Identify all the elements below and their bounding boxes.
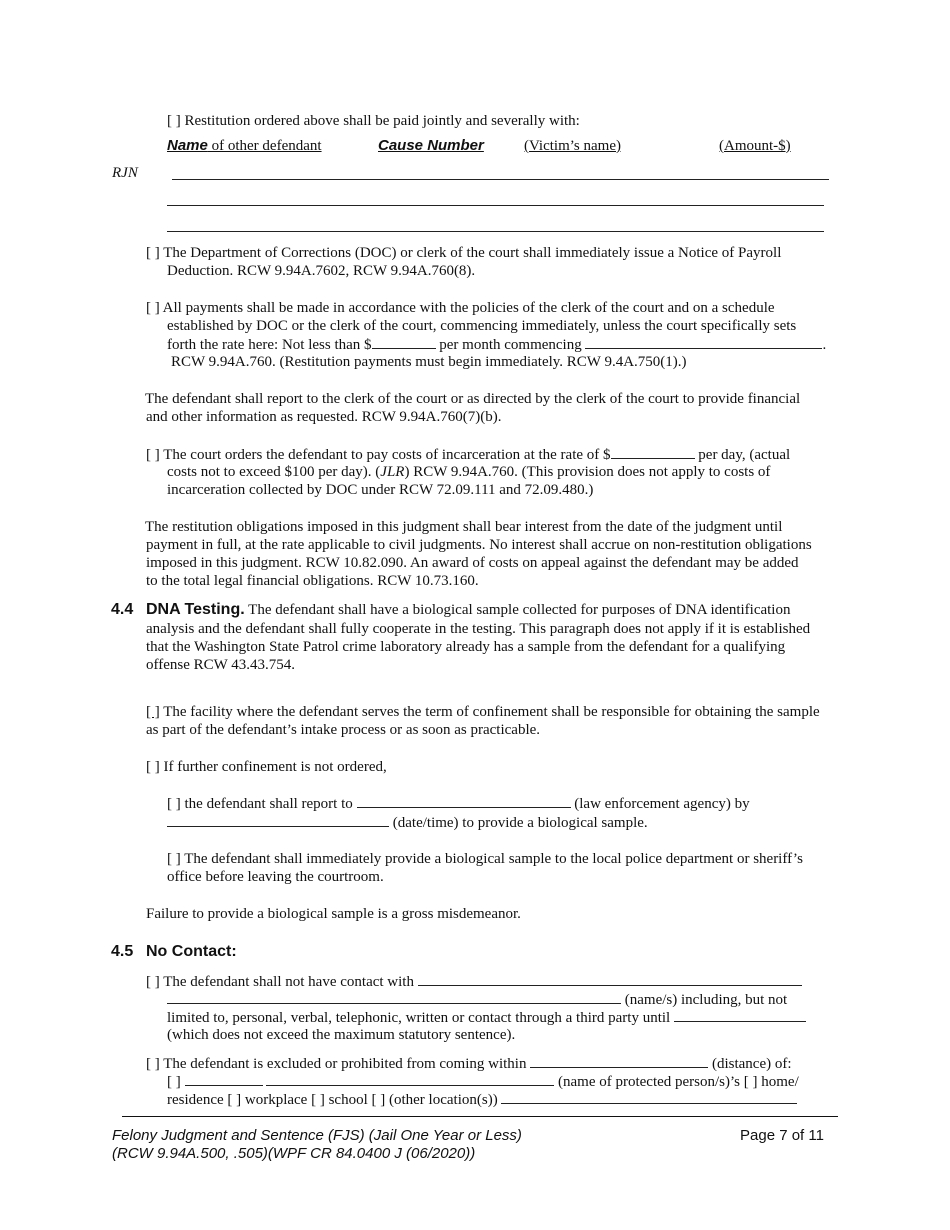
interest-line4: to the total legal financial obligations. RCW 10.73.160. bbox=[146, 573, 479, 589]
no-contact-line3 bbox=[167, 1008, 806, 1028]
footer-rule bbox=[122, 1116, 838, 1117]
col-amount-header: (Amount-$) bbox=[719, 138, 791, 154]
col-victim-header: (Victim’s name) bbox=[524, 138, 621, 154]
dna-line4: offense RCW 43.43.754. bbox=[146, 657, 296, 673]
restitution-joint-line: [ ] Restitution ordered above shall be paid jointly and severally with: bbox=[167, 113, 580, 129]
payments-line4: RCW 9.94A.760. (Restitution payments must begin immediately. RCW 9.4A.750(1).) bbox=[171, 354, 687, 370]
payments-line3b: per month commencing bbox=[435, 337, 586, 353]
incarceration-rate-blank[interactable] bbox=[611, 445, 695, 459]
rate-blank[interactable] bbox=[372, 335, 436, 349]
contact-name-blank-2[interactable] bbox=[167, 990, 621, 1004]
report-line2 bbox=[167, 813, 648, 833]
report-line2-text: (date/time) to provide a biological sample. bbox=[389, 815, 648, 831]
exclusion-line1a: [ ] The defendant is excluded or prohibited from coming within bbox=[146, 1056, 531, 1072]
no-contact-line1 bbox=[146, 972, 802, 992]
exclusion-line1b: (distance) of: bbox=[708, 1056, 792, 1072]
incarceration-line1 bbox=[146, 445, 790, 465]
incarceration-line2b: ) RCW 9.94A.760. (This provision does not apply to costs of bbox=[404, 464, 771, 480]
payroll-line2: Deduction. RCW 9.94A.7602, RCW 9.94A.760(8). bbox=[167, 263, 476, 279]
protected-person-blank[interactable] bbox=[266, 1072, 554, 1086]
section-4-4-number: 4.4 bbox=[111, 601, 134, 618]
interest-line2: payment in full, at the rate applicable to civil judgments. No interest shall accrue on non-restitution obligations bbox=[146, 537, 812, 553]
until-blank[interactable] bbox=[674, 1008, 806, 1022]
further-confinement: [ ] If further confinement is not ordered, bbox=[146, 759, 387, 775]
footer-title: Felony Judgment and Sentence (FJS) (Jail One Year or Less) bbox=[112, 1127, 522, 1144]
no-contact-line4: (which does not exceed the maximum statutory sentence). bbox=[167, 1027, 516, 1043]
other-location-blank[interactable] bbox=[501, 1090, 797, 1104]
exclusion-blank-short[interactable] bbox=[185, 1072, 263, 1086]
exclusion-line1 bbox=[146, 1054, 792, 1074]
immediate-line1: [ ] The defendant shall immediately provide a biological sample to the local police department or sheriff’s bbox=[167, 851, 803, 867]
facility-text: The facility where the defendant serves the term of confinement shall be responsible for obtaining the sample bbox=[159, 704, 820, 720]
facility-line2: as part of the defendant’s intake process or as soon as practicable. bbox=[146, 722, 541, 738]
incarceration-line1b: per day, (actual bbox=[694, 447, 791, 463]
incarceration-line2a: costs not to exceed $100 per day). ( bbox=[167, 464, 381, 480]
exclusion-line2a: [ ] bbox=[167, 1074, 185, 1090]
exclusion-line3 bbox=[167, 1090, 797, 1110]
incarceration-line2 bbox=[167, 463, 770, 482]
immediate-line2: office before leaving the courtroom. bbox=[167, 869, 384, 885]
dna-line3: that the Washington State Patrol crime laboratory already has a sample from the defendant for a qualifying bbox=[146, 639, 786, 655]
no-contact-line2 bbox=[167, 990, 787, 1010]
no-contact-line2-text: (name/s) including, but not bbox=[621, 992, 788, 1008]
no-contact-title: No Contact: bbox=[146, 943, 237, 960]
agency-blank[interactable] bbox=[357, 794, 571, 808]
col-name-bold: Name bbox=[167, 137, 208, 154]
dna-line1-text: The defendant shall have a biological sample collected for purposes of DNA identification bbox=[244, 602, 791, 618]
col-name-rest: of other defendant bbox=[207, 138, 322, 154]
payments-line3 bbox=[167, 335, 826, 355]
payments-line3c: . bbox=[822, 337, 827, 353]
section-4-5-number: 4.5 bbox=[111, 943, 134, 960]
dna-title: DNA Testing. bbox=[146, 601, 245, 618]
col-cause-header: Cause Number bbox=[378, 137, 484, 154]
contact-name-blank[interactable] bbox=[418, 972, 802, 986]
dna-line1 bbox=[146, 601, 790, 620]
jlr-initials: JLR bbox=[380, 464, 405, 480]
interest-line1: The restitution obligations imposed in this judgment shall bear interest from the date of the judgment until bbox=[145, 519, 783, 535]
dna-line2: analysis and the defendant shall fully cooperate in the testing. This paragraph does not apply if it is established bbox=[146, 621, 811, 637]
incarceration-line3: incarceration collected by DOC under RCW 72.09.111 and 72.09.480.) bbox=[167, 482, 594, 498]
report-clerk-line2: and other information as requested. RCW 9.94A.760(7)(b). bbox=[146, 409, 502, 425]
exclusion-line2b: (name of protected person/s)’s [ ] home/ bbox=[554, 1074, 799, 1090]
codefendant-line-1[interactable] bbox=[172, 179, 829, 180]
no-contact-line3-text: limited to, personal, verbal, telephonic, written or contact through a third party until bbox=[167, 1010, 674, 1026]
exclusion-line2 bbox=[167, 1072, 799, 1092]
col-name-header bbox=[167, 137, 322, 156]
payments-line2: established by DOC or the clerk of the court, commencing immediately, unless the court specifically sets bbox=[167, 318, 797, 334]
incarceration-line1a: [ ] The court orders the defendant to pay costs of incarceration at the rate of $ bbox=[146, 447, 611, 463]
page-number: Page 7 of 11 bbox=[740, 1127, 824, 1144]
report-line1a: [ ] the defendant shall report to bbox=[167, 796, 357, 812]
codefendant-line-2[interactable] bbox=[167, 205, 824, 206]
payments-line1: [ ] All payments shall be made in accordance with the policies of the clerk of the court and on a schedule bbox=[146, 300, 775, 316]
report-line1 bbox=[167, 794, 750, 814]
footer-citation: (RCW 9.94A.500, .505)(WPF CR 84.0400 J (06/2020)) bbox=[112, 1145, 476, 1162]
facility-line1 bbox=[146, 703, 820, 722]
exclusion-line3-text: residence [ ] workplace [ ] school [ ] (other location(s)) bbox=[167, 1092, 502, 1108]
report-line1b: (law enforcement agency) by bbox=[570, 796, 750, 812]
payments-line3a: forth the rate here: Not less than $ bbox=[167, 337, 372, 353]
distance-blank[interactable] bbox=[530, 1054, 708, 1068]
datetime-blank[interactable] bbox=[167, 813, 389, 827]
initials: RJN bbox=[112, 165, 138, 181]
commencing-blank[interactable] bbox=[585, 335, 822, 349]
no-contact-line1-text: [ ] The defendant shall not have contact with bbox=[146, 974, 418, 990]
interest-line3: imposed in this judgment. RCW 10.82.090. An award of costs on appeal against the defendant may be added bbox=[146, 555, 799, 571]
payroll-line1: [ ] The Department of Corrections (DOC) or clerk of the court shall immediately issue a Notice of Payroll bbox=[146, 245, 782, 261]
codefendant-line-3[interactable] bbox=[167, 231, 824, 232]
failure-line: Failure to provide a biological sample is a gross misdemeanor. bbox=[146, 906, 521, 922]
facility-checkbox[interactable]: [ ] bbox=[146, 704, 160, 720]
report-clerk-line1: The defendant shall report to the clerk of the court or as directed by the clerk of the court to provide financial bbox=[145, 391, 801, 407]
